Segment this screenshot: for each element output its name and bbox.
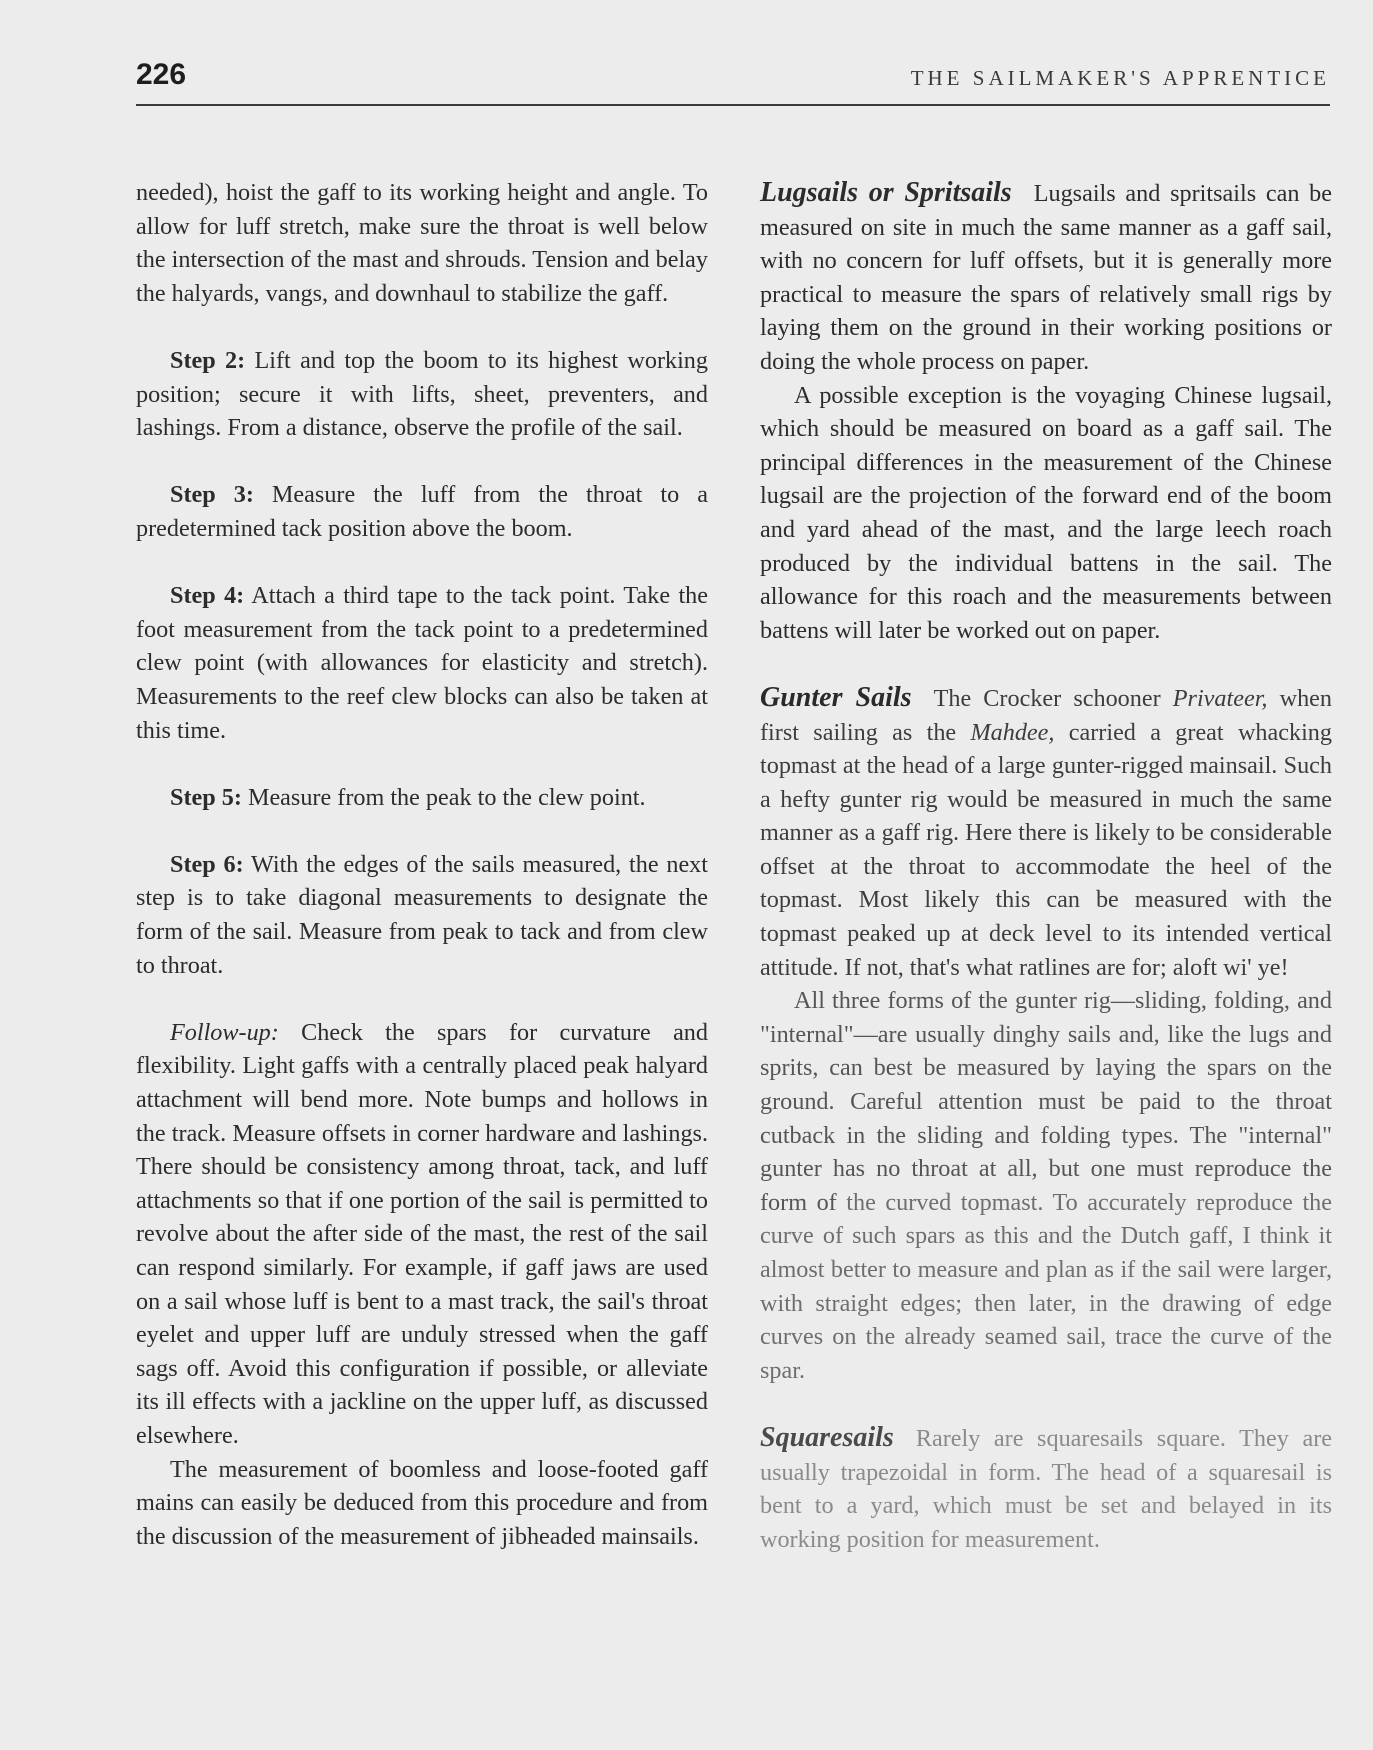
step-3-label: Step 3:	[170, 481, 254, 509]
paragraph-follow-up	[136, 1016, 708, 1453]
paragraph-gunter-sails	[760, 681, 1332, 984]
paragraph-lugsails	[760, 176, 1332, 379]
paragraph-step-4	[136, 579, 708, 747]
paragraph-boomless-mains: The measurement of boomless and loose-footed gaff mains can easily be deduced from this procedure and from the discussion of the measurement of jibheaded mainsails.	[136, 1455, 708, 1550]
step-6-label: Step 6:	[170, 850, 244, 878]
gunter-forms-text-b: the curved topmast. To accurately reproduce the curve of such spars as this and the Dutch gaff, I think it almost better to measure and plan as if the sail were larger, with straight edges; then later, in the drawing of edge curves on the already seamed sail, trace the curve of the spar.	[760, 1188, 1332, 1384]
step-3-text: Measure the luff from the throat to a predetermined tack position above the boom.	[136, 481, 709, 542]
paragraph-step1-continued: needed), hoist the gaff to its working height and angle. To allow for luff stretch, make sure the throat is well below the intersection of the mast and shrouds. Tension and belay the halyards, vangs, and downhaul to stabilize the gaff.	[136, 179, 708, 307]
page-header	[136, 56, 1330, 106]
heading-squaresails: Squaresails	[760, 1421, 894, 1453]
step-4-text: Attach a third tape to the tack point. Take the foot measurement from the tack point to a predetermined clew point (with allowances for elasticity and stretch). Measurements to the reef clew blocks can also be taken at this time.	[136, 582, 708, 744]
gunter-text-3: carried a great whacking topmast at the head of a large gunter-rigged mainsail. Such a hefty gunter rig would be measured in much the same manner as a gaff rig. Here there is likely to be considerable offset at the throat to accommodate the heel of the topmast. Most likely this can be measured with the topmast peaked up at deck level to its intended vertical attitude. If not, that's what ratlines are for; aloft wi' ye!	[760, 718, 1332, 981]
step-6-text: With the edges of the sails measured, the next step is to take diagonal measurements to designate the form of the sail. Measure from peak to tack and from clew to throat.	[136, 850, 708, 979]
step-5-label: Step 5:	[170, 783, 242, 811]
squaresails-text: Rarely are squaresails square. They are usually trapezoidal in form. The head of a squaresail is bent to a yard, which must be set and belayed in its working position for measurement.	[760, 1424, 1332, 1553]
gunter-text-1: The Crocker schooner	[933, 684, 1173, 712]
heading-lugsails-spritsails: Lugsails or Spritsails	[760, 177, 1012, 208]
paragraph-gunter-forms	[760, 984, 1332, 1387]
paragraph-step-5	[136, 781, 708, 815]
step-4-label: Step 4:	[170, 582, 245, 610]
paragraph-squaresails	[760, 1421, 1332, 1556]
paragraph-step-2	[136, 344, 708, 445]
paragraph-step-3	[136, 478, 708, 545]
gunter-text-2: when first sailing as the	[760, 684, 1332, 746]
running-head: THE SAILMAKER'S APPRENTICE	[910, 66, 1330, 90]
gunter-forms-text-a: All three forms of the gunter rig—sliding, folding, and "internal"—are usually dinghy sails and, like the lugs and sprits, can best be measured by laying the spars on the ground. Careful attention must be paid to the throat cutback in the sliding and folding types. The "internal" gunter has no throat at all, but one must reproduce the form of	[760, 987, 1332, 1216]
step-2-text: Lift and top the boom to its highest working position; secure it with lifts, sheet, preventers, and lashings. From a distance, observe the profile of the sail.	[136, 346, 708, 442]
follow-up-text: Check the spars for curvature and flexibility. Light gaffs with a centrally placed peak halyard attachment will bend more. Note bumps and hollows in the track. Measure offsets in corner hardware and lashings. There should be consistency among throat, tack, and luff attachments so that if one portion of the sail is permitted to revolve about the after side of the mast, the rest of the sail can respond similarly. For example, if gaff jaws are used on a sail whose luff is bent to a mast track, the sail's throat eyelet and upper luff are unduly stressed when the gaff sags off. Avoid this configuration if possible, or alleviate its ill effects with a jackline on the upper luff, as discussed elsewhere.	[136, 1018, 708, 1449]
step-2-label: Step 2:	[170, 346, 246, 374]
paragraph-step-6	[136, 848, 708, 982]
paragraph-chinese-lugsail: A possible exception is the voyaging Chinese lugsail, which should be measured on board as a gaff sail. The principal differences in the measurement of the Chinese lugsail are the projection of the forward end of the boom and yard ahead of the mast, and the large leech roach produced by the individual battens in the sail. The allowance for this roach and the measurements between battens will later be worked out on paper.	[760, 381, 1332, 644]
gunter-privateer: Privateer,	[1172, 684, 1268, 712]
gunter-mahdee: Mahdee,	[970, 718, 1055, 746]
lugsails-text: Lugsails and spritsails can be measured on site in much the same manner as a gaff sail, with no concern for luff offsets, but it is generally more practical to measure the spars of relatively small rigs by laying them on the ground in their working positions or doing the whole process on paper.	[760, 180, 1332, 375]
right-column	[760, 176, 1332, 1556]
left-column	[136, 176, 708, 1553]
heading-gunter-sails: Gunter Sails	[760, 681, 912, 713]
page-number: 226	[136, 58, 187, 91]
step-5-text: Measure from the peak to the clew point.	[241, 783, 646, 811]
follow-up-label: Follow-up:	[170, 1018, 279, 1046]
